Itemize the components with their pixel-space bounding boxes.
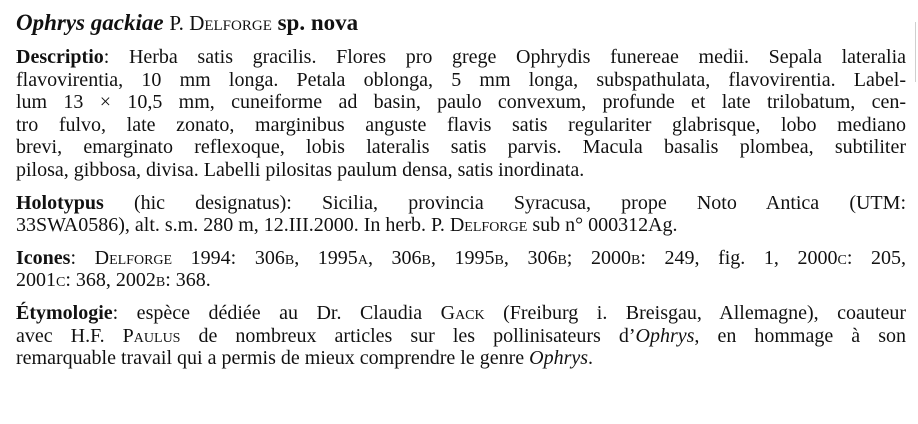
etymologie-line-2: avec H.F. Paulus de nombreux articles sur les pollinisateurs d’Ophrys, en hommage à son (16, 324, 906, 347)
species-name: Ophrys gackiae (16, 10, 164, 35)
page-edge-rule (915, 22, 916, 82)
descriptio-line-2: flavovirentia, 10 mm longa. Petala oblonga, 5 mm longa, subspathulata, flavovirentia. Label- (16, 68, 906, 91)
icones-line-1: Icones: Delforge 1994: 306b, 1995a, 306b, 1995b, 306b; 2000b: 249, fig. 1, 2000c: 205, (16, 246, 907, 269)
descriptio-line-6: pilosa, gibbosa, divisa. Labelli pilositas paulum densa, satis inordinata. (16, 158, 585, 181)
descriptio-heading: Descriptio (16, 46, 104, 68)
descriptio-section (16, 46, 906, 182)
icones-section (16, 247, 906, 292)
icones-heading: Icones (16, 246, 71, 269)
etymologie-line-1: Étymologie: espèce dédiée au Dr. Claudia Gack (Freiburg i. Breisgau, Allemagne), coauteur (16, 301, 906, 324)
etymologie-line-3: remarquable travail qui a permis de mieux comprendre le genre Ophrys. (16, 347, 594, 370)
descriptio-line-4: tro fulvo, late zonato, marginibus anguste flavis satis regulariter glabrisque, lobo mediano (16, 113, 906, 136)
holotypus-section (16, 192, 906, 237)
descriptio-line-1: Descriptio: Herba satis gracilis. Flores pro grege Ophrydis funereae medii. Sepala lateralia (16, 46, 906, 68)
etymologie-heading: Étymologie (16, 301, 113, 324)
taxon-status: sp. nova (277, 10, 359, 35)
etymologie-section (16, 302, 906, 370)
holotypus-line-2: 33SWA0586), alt. s.m. 280 m, 12.III.2000. In herb. P. Delforge sub n° 000312Ag. (16, 214, 678, 237)
species-title (16, 8, 906, 38)
descriptio-line-3: lum 13 × 10,5 mm, cuneiforme ad basin, paulo convexum, profunde et late trilobatum, cen- (16, 91, 906, 114)
descriptio-line-5: brevi, emarginato reflexoque, lobis lateralis satis parvis. Macula basalis plombea, subtiliter (16, 136, 906, 159)
author-citation: P. Delforge (169, 11, 272, 35)
icones-line-2: 2001c: 368, 2002b: 368. (16, 269, 211, 292)
holotypus-line-1: Holotypus (hic designatus): Sicilia, provincia Syracusa, prope Noto Antica (UTM: (16, 191, 906, 214)
holotypus-heading: Holotypus (16, 191, 104, 214)
